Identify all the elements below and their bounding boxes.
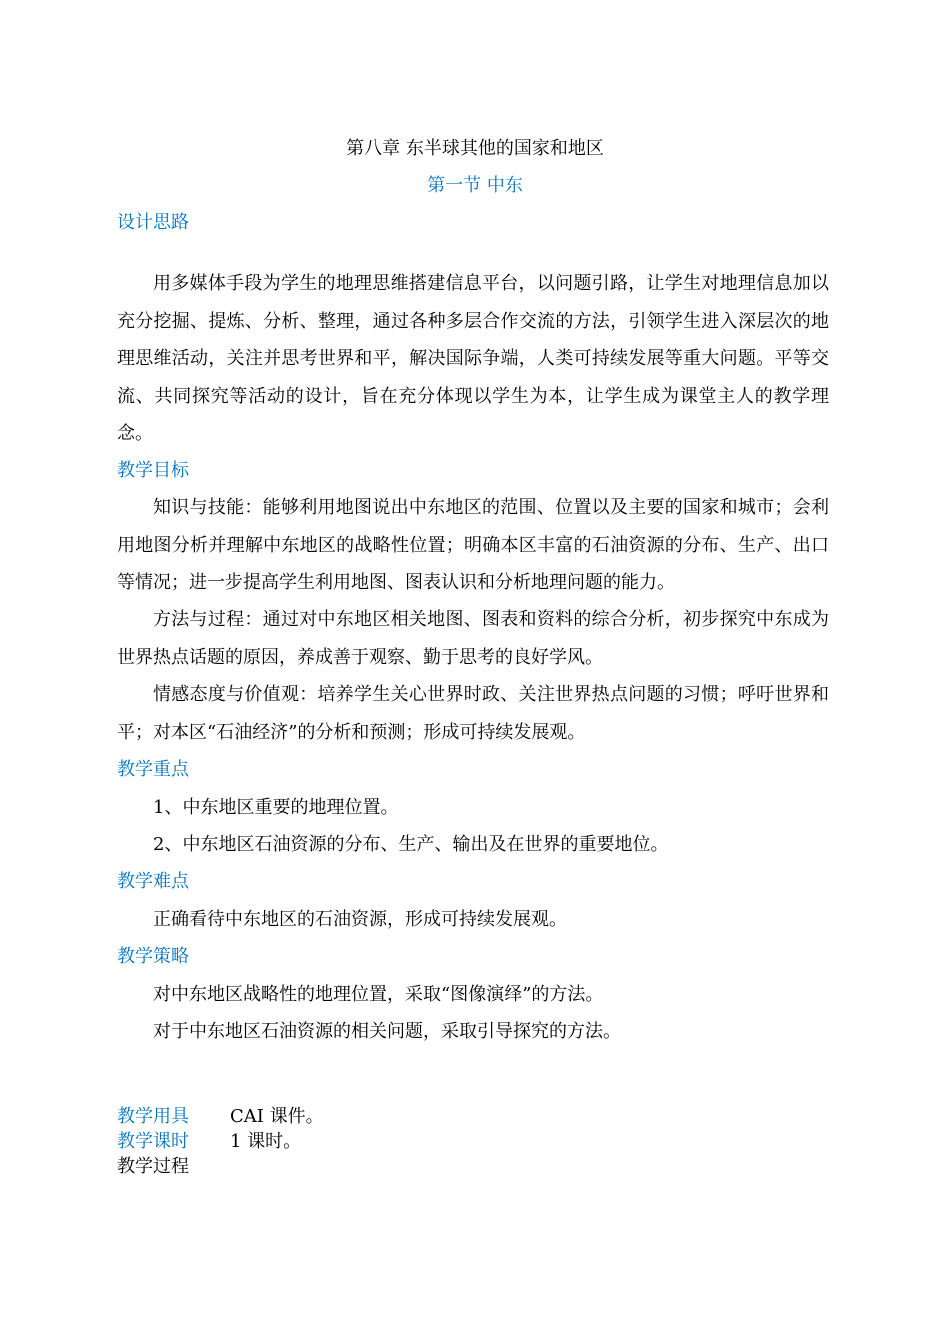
process-label: 教学过程: [117, 1156, 189, 1177]
key-point-item: 2、中东地区石油资源的分布、生产、输出及在世界的重要地位。: [153, 834, 669, 855]
section-title: 第一节 中东: [427, 175, 523, 196]
tools-value: CAI 课件。: [230, 1106, 324, 1127]
hours-value: 1 课时。: [230, 1131, 302, 1152]
key-point-item: 1、中东地区重要的地理位置。: [153, 797, 399, 818]
heading-strategy: 教学策略: [117, 946, 189, 967]
strategy-item: 对于中东地区石油资源的相关问题，采取引导探究的方法。: [153, 1021, 621, 1042]
tools-label: 教学用具: [117, 1106, 189, 1127]
heading-design: 设计思路: [117, 212, 189, 233]
heading-difficulties: 教学难点: [117, 871, 189, 892]
goals-emotion-paragraph: 情感态度与价值观：培养学生关心世界时政、关注世界热点问题的习惯；呼吁世界和平；对本区“石油经济”的分析和预测；形成可持续发展观。: [117, 684, 829, 743]
chapter-title: 第八章 东半球其他的国家和地区: [346, 138, 604, 159]
heading-key-points: 教学重点: [117, 759, 189, 780]
design-paragraph: 用多媒体手段为学生的地理思维搭建信息平台，以问题引路，让学生对地理信息加以充分挖掘、提炼、分析、整理，通过各种多层合作交流的方法，引领学生进入深层次的地理思维活动，关注并思考世界和平，解决国际争端，人类可持续发展等重大问题。平等交流、共同探究等活动的设计，旨在充分体现以学生为本，让学生成为课堂主人的教学理念。: [117, 273, 829, 444]
heading-goals: 教学目标: [117, 460, 189, 481]
goals-method-paragraph: 方法与过程：通过对中东地区相关地图、图表和资料的综合分析，初步探究中东成为世界热点话题的原因，养成善于观察、勤于思考的良好学风。: [117, 609, 829, 668]
hours-label: 教学课时: [117, 1131, 189, 1152]
strategy-item: 对中东地区战略性的地理位置，采取“图像演绎”的方法。: [153, 984, 604, 1005]
goals-knowledge-paragraph: 知识与技能：能够利用地图说出中东地区的范围、位置以及主要的国家和城市；会利用地图分析并理解中东地区的战略性位置；明确本区丰富的石油资源的分布、生产、出口等情况；进一步提高学生利用地图、图表认识和分析地理问题的能力。: [117, 497, 829, 593]
difficulty-item: 正确看待中东地区的石油资源，形成可持续发展观。: [153, 909, 567, 930]
